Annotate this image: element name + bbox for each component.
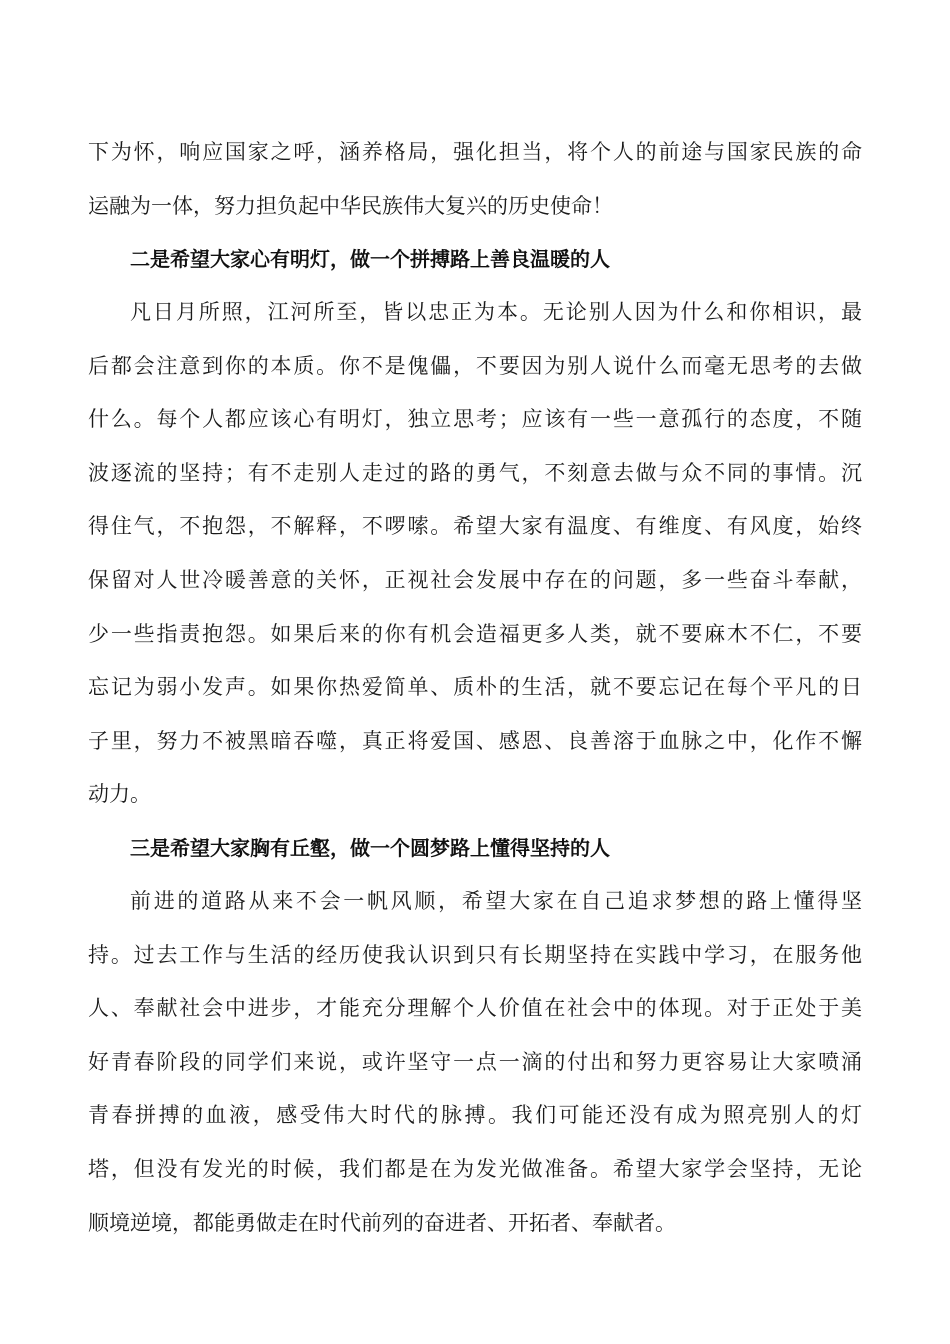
text-line: 持。过去工作与生活的经历使我认识到只有长期坚持在实践中学习，在服务他	[88, 942, 862, 967]
text-line: 什么。每个人都应该心有明灯，独立思考；应该有一些一意孤行的态度，不随	[88, 407, 862, 432]
text-line: 前进的道路从来不会一帆风顺，希望大家在自己追求梦想的路上懂得坚	[130, 889, 862, 913]
text-line: 顺境逆境，都能勇做走在时代前列的奋进者、开拓者、奉献者。	[88, 1210, 676, 1235]
text-line: 波逐流的坚持；有不走别人走过的路的勇气，不刻意去做与众不同的事情。沉	[88, 460, 862, 485]
text-line: 好青春阶段的同学们来说，或许坚守一点一滴的付出和努力更容易让大家喷涌	[88, 1049, 862, 1074]
text-line: 运融为一体，努力担负起中华民族伟大复兴的历史使命！	[88, 193, 613, 218]
text-line: 塔，但没有发光的时候，我们都是在为发光做准备。希望大家学会坚持，无论	[88, 1156, 862, 1181]
section-heading-2-block	[88, 233, 862, 287]
text-line: 忘记为弱小发声。如果你热爱简单、质朴的生活，就不要忘记在每个平凡的日	[88, 675, 862, 700]
text-line: 子里，努力不被黑暗吞噬，真正将爱国、感恩、良善溶于血脉之中，化作不懈	[88, 728, 862, 753]
text-line: 下为怀，响应国家之呼，涵养格局，强化担当，将个人的前途与国家民族的命	[88, 140, 862, 164]
text-line: 动力。	[88, 782, 151, 807]
text-line: 保留对人世冷暖善意的关怀，正视社会发展中存在的问题，多一些奋斗奉献，	[88, 567, 862, 592]
text-line: 青春拼搏的血液，感受伟大时代的脉搏。我们可能还没有成为照亮别人的灯	[88, 1103, 862, 1128]
text-line: 得住气，不抱怨，不解释，不啰嗦。希望大家有温度、有维度、有风度，始终	[88, 514, 862, 539]
section-heading: 三是希望大家胸有丘壑，做一个圆梦路上懂得坚持的人	[130, 836, 610, 860]
text-line: 人、奉献社会中进步，才能充分理解个人价值在社会中的体现。对于正处于美	[88, 996, 862, 1021]
text-line: 凡日月所照，江河所至，皆以忠正为本。无论别人因为什么和你相识，最	[130, 300, 862, 324]
section-heading: 二是希望大家心有明灯，做一个拼搏路上善良温暖的人	[130, 247, 610, 271]
section-heading-3-block	[88, 822, 862, 876]
text-line: 少一些指责抱怨。如果后来的你有机会造福更多人类，就不要麻木不仁，不要	[88, 621, 862, 646]
text-line: 后都会注意到你的本质。你不是傀儡，不要因为别人说什么而毫无思考的去做	[88, 353, 862, 378]
paragraph-2	[88, 286, 862, 822]
paragraph-continued	[88, 126, 862, 233]
paragraph-3	[88, 875, 862, 1250]
